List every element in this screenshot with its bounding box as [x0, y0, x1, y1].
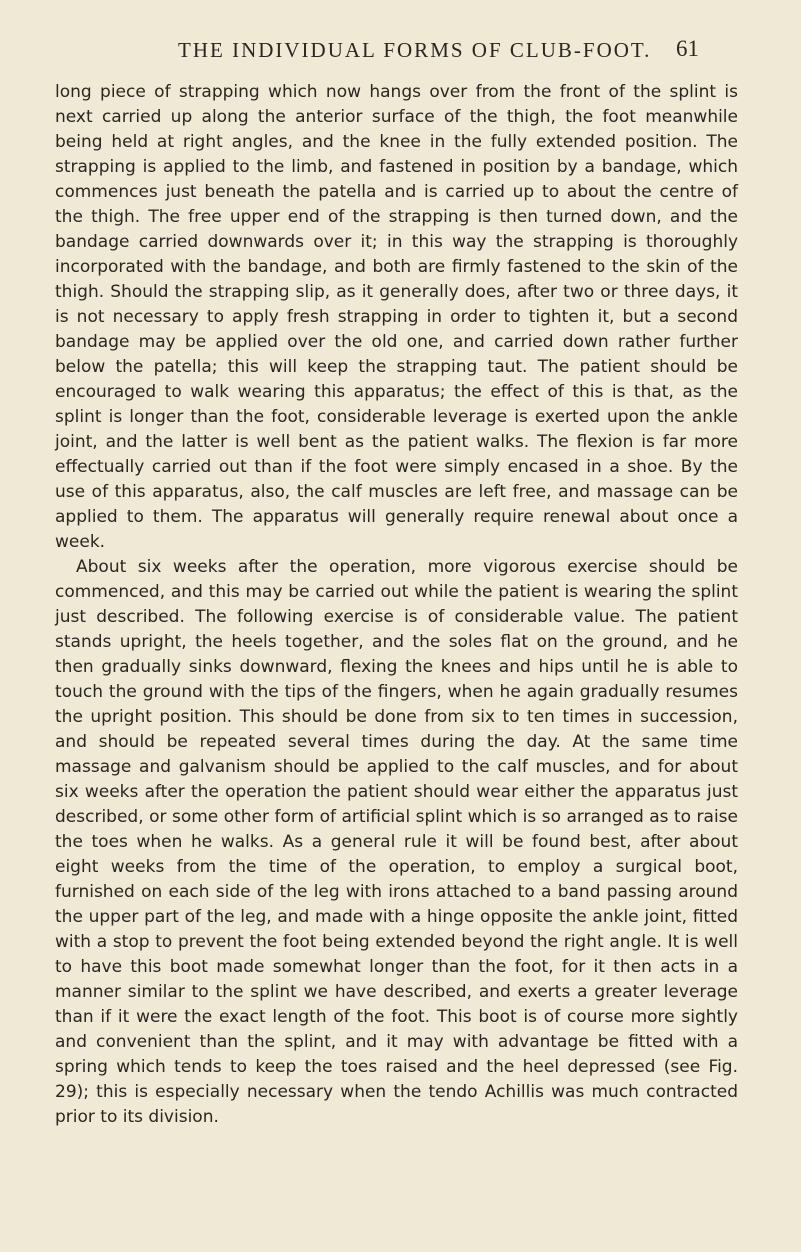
body-text	[55, 80, 738, 1130]
page-number: 61	[676, 36, 699, 61]
paragraph: About six weeks after the operation, more vigorous exercise should be commenced, and this may be carried out while the patient is wearing the splint just described. The following exercise is of considerable value. The patient stands upright, the heels together, and the soles flat on the ground, and he then gradually sinks downward, flexing the knees and hips until he is able to touch the ground with the tips of the fingers, when he again gradually resumes the upright position. This should be done from six to ten times in succession, and should be repeated several times during the day. At the same time massage and galvanism should be applied to the calf muscles, and for about six weeks after the operation the patient should wear either the apparatus just described, or some other form of artificial splint which is so arranged as to raise the toes when he walks. As a general rule it will be found best, after about eight weeks from the time of the operation, to employ a surgical boot, furnished on each side of the leg with irons attached to a band passing around the upper part of the leg, and made with a hinge opposite the ankle joint, fitted with a stop to prevent the foot being extended beyond the right angle. It is well to have this boot made somewhat longer than the foot, for it then acts in a manner similar to the splint we have described, and exerts a greater leverage than if it were the exact length of the foot. This boot is of course more sightly and convenient than the splint, and it may with advantage be fitted with a spring which tends to keep the toes raised and the heel depressed (see Fig. 29); this is especially necessary when the tendo Achillis was much contracted prior to its division.	[55, 557, 738, 1127]
running-head	[0, 36, 801, 68]
page-title: THE INDIVIDUAL FORMS OF CLUB-FOOT.	[178, 38, 652, 62]
paragraph: long piece of strapping which now hangs over from the front of the splint is next carried up along the anterior surface of the thigh, the foot meanwhile being held at right angles, and the knee in the fully extended position. The strapping is applied to the limb, and fastened in position by a bandage, which commences just beneath the patella and is carried up to about the centre of the thigh. The free upper end of the strapping is then turned down, and the bandage carried downwards over it; in this way the strapping is thoroughly incorporated with the bandage, and both are firmly fastened to the skin of the thigh. Should the strapping slip, as it generally does, after two or three days, it is not necessary to apply fresh strapping in order to tighten it, but a second bandage may be applied over the old one, and carried down rather further below the patella; this will keep the strapping taut. The patient should be encouraged to walk wearing this apparatus; the effect of this is that, as the splint is longer than the foot, considerable leverage is exerted upon the ankle joint, and the latter is well bent as the patient walks. The flexion is far more effectually carried out than if the foot were simply encased in a shoe. By the use of this apparatus, also, the calf muscles are left free, and massage can be applied to them. The apparatus will generally require renewal about once a week.	[55, 82, 738, 552]
